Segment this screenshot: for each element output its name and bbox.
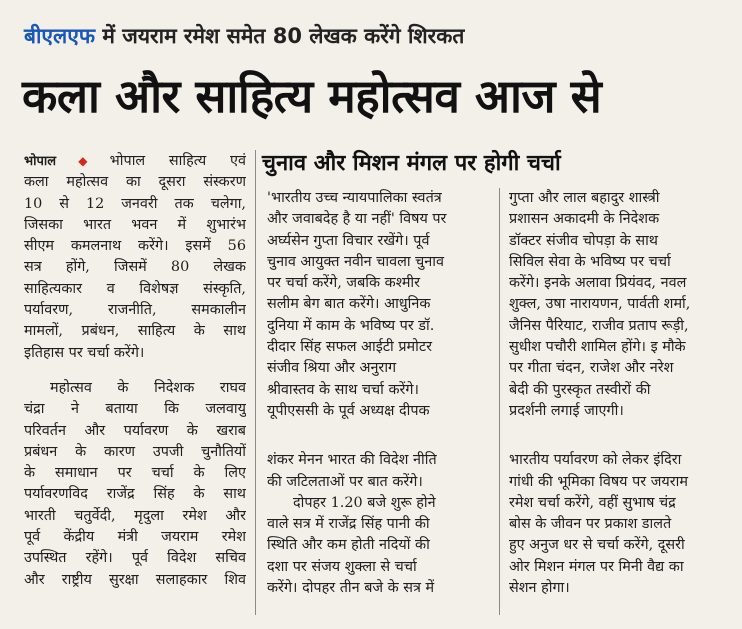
column-1-line: मामलों, प्रबंधन, साहित्य के साथ <box>24 323 246 340</box>
column-3-line: बेदी की पुरस्कृत तस्वीरों की <box>509 381 651 398</box>
article-column-1 <box>24 151 246 591</box>
column-1-line: जिसका भारत भवन में शुभारंभ <box>24 216 246 233</box>
column-1-first-line <box>24 151 246 172</box>
column-3-line: सुधीश पचौरी शामिल होंगे। इ मौके <box>509 339 686 356</box>
column-1-line: भारती चतुर्वेदी, मृदुला रमेश और <box>24 507 246 524</box>
column-1-line: पूर्व केंद्रीय मंत्री जयराम रमेश <box>24 529 246 546</box>
column-3-line: गुप्ता और लाल बहादुर शास्त्री <box>509 190 660 206</box>
column-1-line: साहित्यकार व विशेषज्ञ संस्कृति, <box>24 280 246 297</box>
column-2-line: शंकर मेनन भारत की विदेश नीति <box>267 452 437 469</box>
column-1-line: और राष्ट्रीय सुरक्षा सलाहकार शिव <box>24 571 246 588</box>
column-3-line: ओर मिशन मंगल पर मिनी वैद्य का <box>509 558 684 575</box>
column-3-line: शुक्ल, उषा नारायणन, पार्वती शर्मा, <box>509 296 691 313</box>
article-column-3 <box>509 188 723 599</box>
column-2-line: 'भारतीय उच्च न्यायपालिका स्वतंत्र <box>267 190 442 206</box>
column-2-line: दशा पर संजय शुक्ला से चर्चा <box>267 558 417 575</box>
column-2-line: करेंगे। दोपहर तीन बजे के सत्र में <box>267 580 435 597</box>
column-1-line: कला महोत्सव का दूसरा संस्करण <box>24 174 246 191</box>
column-1-line: परिवर्तन और पर्यावरण के खराब <box>24 422 246 439</box>
column-2-line: और जवाबदेह है या नहीं' विषय पर <box>267 211 447 228</box>
kicker-brand: बीएलएफ <box>24 24 96 48</box>
diamond-bullet-icon: ◆ <box>59 154 107 168</box>
column-1-line: पर्यावरणविद राजेंद्र सिंह के साथ <box>24 486 246 503</box>
column-3-line: सेशन होगा। <box>509 580 570 597</box>
column-1-line: इतिहास पर चर्चा करेंगे। <box>24 344 145 361</box>
column-2-line: स्थिति और कम होती नदियों की <box>267 537 430 554</box>
column-2-line: अर्घ्यसेन गुप्ता विचार रखेंगे। पूर्व <box>267 232 430 249</box>
kicker-line <box>24 22 464 50</box>
column-divider-right <box>499 188 500 615</box>
column-1-line: सत्र होंगे, जिसमें 80 लेखक <box>24 259 246 276</box>
column-1-line: चंद्रा ने बताया कि जलवायु <box>24 401 246 418</box>
column-3-line: डॉक्टर संजीव चोपड़ा के साथ <box>509 232 659 249</box>
headline: कला और साहित्य महोत्सव आज से <box>22 69 602 123</box>
column-2-line: दीदार सिंह सफल आईटी प्रमोटर <box>267 339 433 356</box>
column-3-line: बोस के जीवन पर प्रकाश डालते <box>509 516 672 533</box>
column-2-line: संजीव श्रिया और अनुराग <box>267 360 397 377</box>
column-1-line: 10 से 12 जनवरी तक चलेगा, <box>24 195 246 212</box>
column-3-line: गांधी की भूमिका विषय पर जयराम <box>509 473 688 490</box>
column-3-line: प्रशासन अकादमी के निदेशक <box>509 211 660 228</box>
column-2-line: यूपीएससी के पूर्व अध्यक्ष दीपक <box>267 402 430 419</box>
column-2-line: दुनिया में काम के भविष्य पर डॉ. <box>267 317 435 334</box>
column-2-line: दोपहर 1.20 बजे शुरू होने <box>293 494 436 511</box>
column-3-line: पर गीता चंदन, राजेश और नरेश <box>509 360 674 377</box>
column-1-line: उपस्थित रहेंगे। पूर्व विदेश सचिव <box>24 550 246 567</box>
column-divider-left <box>255 150 256 615</box>
column-2-line: की जटिलताओं पर बात करेंगे। <box>267 473 423 490</box>
column-2-line: सलीम बेग बात करेंगे। आधुनिक <box>267 296 431 313</box>
article-column-2 <box>267 188 485 599</box>
column-2-line: चुनाव आयुक्त नवीन चावला चुनाव <box>267 253 445 270</box>
column-3-line: भारतीय पर्यावरण को लेकर इंदिरा <box>509 452 682 469</box>
subheadline: चुनाव और मिशन मंगल पर होगी चर्चा <box>262 151 561 176</box>
column-1-line: भोपाल साहित्य एवं <box>109 153 246 169</box>
column-1-line: पर्यावरण, राजनीति, समकालीन <box>24 302 246 319</box>
column-3-line: करेंगे। इनके अलावा प्रियंवद, नवल <box>509 275 687 292</box>
dateline: भोपाल <box>24 154 57 169</box>
column-3-line: प्रदर्शनी लगाई जाएगी। <box>509 402 624 419</box>
column-3-line: जैनिस पैरियाट, राजीव प्रताप रूड़ी, <box>509 317 689 334</box>
column-1-line: सीएम कमलनाथ करेंगे। इसमें 56 <box>24 238 246 255</box>
column-3-line: हुए अनुज धर से चर्चा करेंगे, दूसरी <box>509 537 685 554</box>
column-3-line: सिविल सेवा के भविष्य पर चर्चा <box>509 253 671 270</box>
column-1-line: महोत्सव के निदेशक राघव <box>50 379 246 396</box>
kicker-text: में जयराम रमेश समेत 80 लेखक करेंगे शिरकत <box>95 24 465 48</box>
column-1-line: प्रबंधन के कारण उपजी चुनौतियों <box>24 443 246 460</box>
column-2-line: पर चर्चा करेंगे, जबकि कश्मीर <box>267 275 421 292</box>
column-3-line: रमेश चर्चा करेंगे, वहीं सुभाष चंद्र <box>509 494 676 511</box>
column-1-line: के समाधान पर चर्चा के लिए <box>24 465 246 482</box>
column-2-line: श्रीवास्तव के साथ चर्चा करेंगे। <box>267 381 419 398</box>
column-2-line: वाले सत्र में राजेंद्र सिंह पानी की <box>267 516 430 533</box>
